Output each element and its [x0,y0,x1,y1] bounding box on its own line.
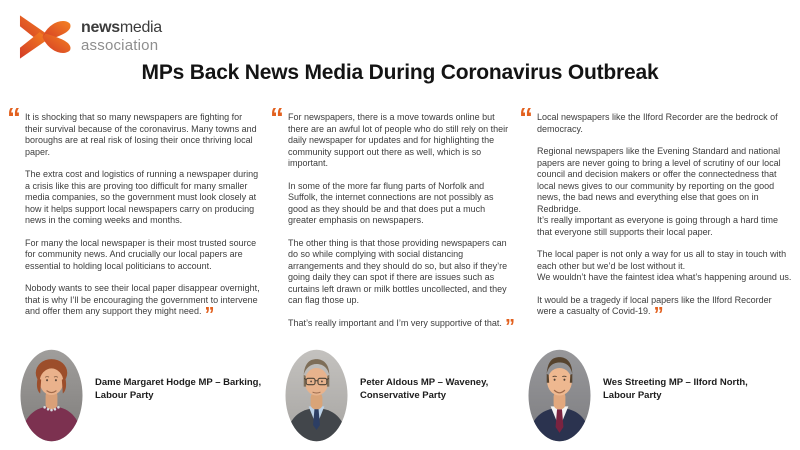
quote-paragraph: We wouldn’t have the faintest idea what’s happening around us. [537,272,792,282]
person-card [20,349,261,442]
page-title: MPs Back News Media During Coronavirus Outbreak [141,61,659,84]
nma-ribbon-logo-icon [18,12,72,62]
avatar-photo-margaret-hodge [20,349,83,442]
quote-text [537,112,793,326]
quote-paragraph [25,283,261,326]
quote-paragraph-text: It would be a tragedy if local papers like the Ilford Recorder were a casualty of Covid-19. [537,294,772,316]
avatar-photo-wes-streeting [528,349,591,442]
person-name: Peter Aldous MP – Waveney, [360,377,489,388]
quote-paragraph: The local paper is not only a way for us all to stay in touch with each other but we’d be lost without it. [537,249,787,271]
quote-column-aldous [270,102,514,338]
quote-text [25,112,261,326]
quote-paragraph [537,294,793,326]
close-quote-icon: ” [504,315,513,338]
quote-paragraph: For newspapers, there is a move towards online but there are an awful lot of people who do still rely on their daily newspaper for updates and for highlighting the community support out there as well, which is so important. [288,112,509,168]
nma-wordmark [81,20,162,54]
quote-paragraph [288,315,514,338]
open-quote-icon: “ [7,102,19,133]
quote-paragraph: It is shocking that so many newspapers are fighting for their survival because of the coronavirus. Many towns and boroughs are at real risk of losing their once thriving local paper. [25,112,257,157]
quote-paragraph: The other thing is that those providing newspapers can do so while complying with social distancing arrangements and they should do so, but also if they’re going daily they can spot if there are issues such as curtains left drawn or milk bottles uncollected, and they can flag those up. [288,237,508,305]
logo-word-news: news [81,19,120,37]
logo-word-association: association [81,37,159,55]
person-attribution [95,349,261,442]
person-name: Dame Margaret Hodge MP – Barking, [95,377,262,388]
open-quote-icon: “ [270,102,282,133]
quote-paragraph: For many the local newspaper is their most trusted source for community news. And crucially our local papers are essential to holding local politicians to account. [25,237,257,271]
quote-paragraph: In some of the more far flung parts of Norfolk and Suffolk, the internet connections are not possibly as good as they should be and that does put a much greater emphasis on newspapers. [288,180,494,225]
person-attribution [360,349,488,442]
open-quote-icon: “ [519,102,531,133]
person-party: Labour Party [95,390,154,401]
nma-logo [18,12,162,62]
quote-paragraph-text: Nobody wants to see their local paper disappear overnight, that is why I’ll be encouraging the government to intervene and offer them any support they might need. [25,283,260,316]
person-card [528,349,748,442]
close-quote-icon: ” [653,304,662,326]
quote-paragraph-text: That’s really important and I’m very supportive of that. [288,317,502,328]
quote-paragraph: It’s really important as everyone is going through a hard time that everyone still supports their local paper. [537,215,778,237]
person-name: Wes Streeting MP – Ilford North, [603,377,748,388]
quote-paragraph: The extra cost and logistics of running a newspaper during a crisis like this are proving too difficult for many smaller media companies, so the government must look closely at how it helps support local newspapers carry on producing news in the coming weeks and months. [25,169,259,225]
person-party: Labour Party [603,390,662,401]
person-party: Conservative Party [360,390,447,401]
close-quote-icon: ” [204,304,213,326]
person-attribution [603,349,748,442]
avatar-photo-peter-aldous [285,349,348,442]
quote-paragraph: Regional newspapers like the Evening Standard and national papers are never going to bring a level of scrutiny of our local council and decision makers or offer the connectedness that local news gives to our community by reporting on the good news, the bad news and everything else that goes on in Redbridge. [537,146,781,214]
quote-text [288,112,514,338]
logo-word-media: media [119,19,162,37]
quote-paragraph: Local newspapers like the Ilford Recorder are the bedrock of democracy. [537,112,778,134]
person-card [285,349,488,442]
quote-column-hodge [7,102,261,326]
quote-column-streeting [519,102,793,326]
